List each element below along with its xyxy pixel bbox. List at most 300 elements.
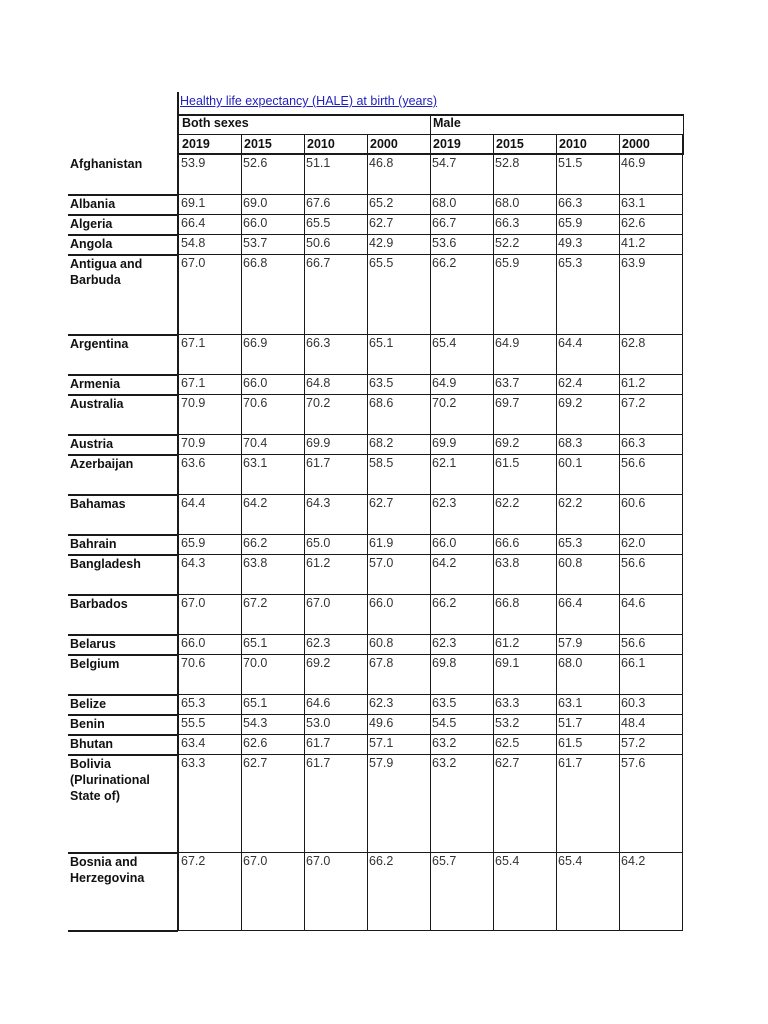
table-cell: 69.9: [306, 436, 331, 450]
country-name: Belize: [70, 697, 107, 711]
column-line: [367, 494, 368, 534]
year-column-line: [556, 134, 557, 154]
column-line: [241, 654, 242, 694]
column-line: [493, 214, 494, 234]
column-line: [556, 654, 557, 694]
table-cell: 61.2: [495, 636, 520, 650]
country-name: Azerbaijan: [70, 457, 134, 471]
table-cell: 51.1: [306, 156, 331, 170]
column-line: [430, 654, 431, 694]
table-cell: 66.9: [243, 336, 268, 350]
table-cell: 66.2: [432, 256, 457, 270]
country-row-separator: [68, 930, 178, 932]
table-cell: 52.2: [495, 236, 520, 250]
table-cell: 66.2: [369, 854, 394, 868]
column-line: [556, 634, 557, 654]
table-cell: 70.6: [243, 396, 268, 410]
column-line: [493, 634, 494, 654]
table-cell: 66.0: [432, 536, 457, 550]
table-cell: 61.2: [621, 376, 646, 390]
table-cell: 67.2: [243, 596, 268, 610]
table-cell: 69.2: [558, 396, 583, 410]
table-cell: 67.0: [306, 854, 331, 868]
table-cell: 60.8: [558, 556, 583, 570]
table-cell: 66.3: [558, 196, 583, 210]
year-header: 2010: [559, 137, 587, 151]
column-line: [619, 754, 620, 852]
year-header: 2019: [182, 137, 210, 151]
column-line: [241, 852, 242, 930]
table-cell: 70.6: [181, 656, 206, 670]
table-cell: 63.1: [621, 196, 646, 210]
table-cell: 61.2: [306, 556, 331, 570]
country-name: Angola: [70, 237, 113, 251]
table-cell: 70.2: [432, 396, 457, 410]
column-line: [430, 254, 431, 334]
column-line: [304, 634, 305, 654]
column-line: [241, 454, 242, 494]
column-line: [430, 234, 431, 254]
year-header: 2019: [433, 137, 461, 151]
table-cell: 68.0: [558, 656, 583, 670]
column-line: [430, 394, 431, 434]
column-line: [682, 494, 683, 534]
column-line: [619, 194, 620, 214]
table-cell: 63.1: [558, 696, 583, 710]
table-cell: 57.9: [369, 756, 394, 770]
table-cell: 60.1: [558, 456, 583, 470]
table-cell: 61.5: [495, 456, 520, 470]
table-cell: 62.7: [495, 756, 520, 770]
table-cell: 64.6: [621, 596, 646, 610]
table-cell: 70.9: [181, 436, 206, 450]
column-line: [367, 554, 368, 594]
column-line: [430, 154, 431, 194]
column-line: [304, 434, 305, 454]
column-line: [682, 234, 683, 254]
column-line: [619, 534, 620, 554]
table-cell: 65.4: [432, 336, 457, 350]
column-line: [619, 434, 620, 454]
column-line: [493, 654, 494, 694]
table-cell: 69.1: [181, 196, 206, 210]
column-line: [241, 394, 242, 434]
group-header-both-sexes: Both sexes: [182, 116, 249, 130]
column-line: [241, 254, 242, 334]
column-line: [241, 214, 242, 234]
year-column-line: [430, 134, 431, 154]
column-line: [430, 694, 431, 714]
column-line: [430, 374, 431, 394]
column-line: [367, 852, 368, 930]
column-line: [682, 394, 683, 434]
column-line: [304, 394, 305, 434]
column-line: [241, 334, 242, 374]
column-line: [304, 254, 305, 334]
column-line: [241, 434, 242, 454]
column-line: [556, 254, 557, 334]
column-line: [493, 694, 494, 714]
column-line: [619, 334, 620, 374]
column-line: [304, 554, 305, 594]
column-line: [304, 374, 305, 394]
column-line: [241, 634, 242, 654]
column-line: [430, 494, 431, 534]
column-line: [619, 234, 620, 254]
table-cell: 67.1: [181, 336, 206, 350]
table-cell: 60.8: [369, 636, 394, 650]
table-cell: 65.1: [243, 636, 268, 650]
column-line: [556, 714, 557, 734]
table-cell: 62.8: [621, 336, 646, 350]
column-line: [493, 454, 494, 494]
table-cell: 67.0: [181, 256, 206, 270]
table-cell: 65.5: [369, 256, 394, 270]
column-line: [619, 734, 620, 754]
table-cell: 69.9: [432, 436, 457, 450]
year-header: 2015: [496, 137, 524, 151]
table-cell: 64.9: [432, 376, 457, 390]
column-line: [493, 714, 494, 734]
table-cell: 70.4: [243, 436, 268, 450]
column-line: [493, 534, 494, 554]
column-line: [304, 534, 305, 554]
year-column-line: [619, 134, 620, 154]
column-line: [367, 374, 368, 394]
table-cell: 65.3: [558, 256, 583, 270]
table-cell: 68.0: [495, 196, 520, 210]
column-line: [556, 394, 557, 434]
column-line: [682, 434, 683, 454]
column-line: [430, 714, 431, 734]
column-line: [493, 754, 494, 852]
column-line: [556, 434, 557, 454]
table-cell: 62.3: [432, 636, 457, 650]
table-cell: 63.7: [495, 376, 520, 390]
country-name: Belgium: [70, 657, 120, 671]
country-name: Bhutan: [70, 737, 114, 751]
column-line: [556, 454, 557, 494]
column-line: [556, 154, 557, 194]
table-cell: 54.3: [243, 716, 268, 730]
table-cell: 66.6: [495, 536, 520, 550]
column-line: [430, 214, 431, 234]
column-line: [430, 434, 431, 454]
table-cell: 67.2: [621, 396, 646, 410]
column-line: [682, 852, 683, 930]
country-name: Austria: [70, 437, 114, 451]
table-cell: 64.3: [306, 496, 331, 510]
table-cell: 66.0: [181, 636, 206, 650]
column-line: [556, 334, 557, 374]
table-cell: 66.3: [306, 336, 331, 350]
row-bottom-line: [178, 930, 683, 931]
column-line: [619, 394, 620, 434]
column-line: [304, 694, 305, 714]
column-line: [367, 714, 368, 734]
column-line: [241, 534, 242, 554]
column-line: [367, 734, 368, 754]
column-line: [493, 734, 494, 754]
column-line: [682, 374, 683, 394]
column-line: [556, 734, 557, 754]
table-title: Healthy life expectancy (HALE) at birth (years): [180, 94, 438, 108]
column-line: [241, 494, 242, 534]
column-line: [430, 534, 431, 554]
column-line: [682, 554, 683, 594]
table-cell: 54.5: [432, 716, 457, 730]
column-line: [241, 554, 242, 594]
table-cell: 66.0: [243, 376, 268, 390]
year-column-line: [304, 134, 305, 154]
table-cell: 57.1: [369, 736, 394, 750]
column-line: [430, 194, 431, 214]
column-line: [430, 734, 431, 754]
table-cell: 64.3: [181, 556, 206, 570]
table-cell: 70.0: [243, 656, 268, 670]
table-cell: 51.5: [558, 156, 583, 170]
table-cell: 62.1: [432, 456, 457, 470]
column-line: [367, 454, 368, 494]
table-cell: 65.3: [181, 696, 206, 710]
column-line: [241, 694, 242, 714]
table-cell: 65.9: [558, 216, 583, 230]
column-line: [304, 754, 305, 852]
table-cell: 48.4: [621, 716, 646, 730]
column-line: [682, 634, 683, 654]
table-cell: 41.2: [621, 236, 646, 250]
country-name: Bangladesh: [70, 557, 141, 571]
column-line: [682, 154, 683, 194]
table-cell: 62.5: [495, 736, 520, 750]
header-right-edge: [683, 114, 684, 154]
table-cell: 63.6: [181, 456, 206, 470]
table-cell: 63.2: [432, 736, 457, 750]
column-line: [493, 554, 494, 594]
group-header-male: Male: [433, 116, 461, 130]
table-cell: 69.1: [495, 656, 520, 670]
country-name: Australia: [70, 397, 124, 411]
column-line: [241, 594, 242, 634]
column-line: [493, 234, 494, 254]
column-line: [493, 852, 494, 930]
table-cell: 63.5: [432, 696, 457, 710]
country-name: Afghanistan: [70, 157, 143, 171]
table-cell: 56.6: [621, 636, 646, 650]
table-cell: 61.5: [558, 736, 583, 750]
column-line: [367, 654, 368, 694]
table-cell: 69.2: [495, 436, 520, 450]
column-line: [241, 154, 242, 194]
table-cell: 69.2: [306, 656, 331, 670]
column-line: [241, 714, 242, 734]
table-cell: 68.3: [558, 436, 583, 450]
column-line: [304, 334, 305, 374]
table-cell: 53.0: [306, 716, 331, 730]
table-cell: 49.6: [369, 716, 394, 730]
table-cell: 67.1: [181, 376, 206, 390]
table-cell: 61.7: [306, 456, 331, 470]
table-cell: 56.6: [621, 456, 646, 470]
column-line: [367, 254, 368, 334]
table-cell: 60.3: [621, 696, 646, 710]
column-line: [430, 754, 431, 852]
table-cell: 65.7: [432, 854, 457, 868]
column-line: [619, 374, 620, 394]
column-line: [367, 234, 368, 254]
column-line: [556, 852, 557, 930]
column-line: [430, 594, 431, 634]
column-line: [430, 454, 431, 494]
column-line: [304, 234, 305, 254]
table-cell: 65.1: [243, 696, 268, 710]
column-line: [304, 654, 305, 694]
table-cell: 64.2: [243, 496, 268, 510]
country-name: Bosnia and Herzegovina: [70, 855, 145, 885]
table-cell: 62.2: [495, 496, 520, 510]
table-cell: 66.3: [621, 436, 646, 450]
table-cell: 63.4: [181, 736, 206, 750]
column-line: [241, 734, 242, 754]
table-cell: 66.4: [181, 216, 206, 230]
column-line: [556, 594, 557, 634]
column-line: [619, 714, 620, 734]
table-cell: 50.6: [306, 236, 331, 250]
table-cell: 54.8: [181, 236, 206, 250]
table-cell: 62.3: [369, 696, 394, 710]
table-cell: 61.9: [369, 536, 394, 550]
column-line: [619, 554, 620, 594]
column-line: [367, 214, 368, 234]
table-cell: 61.7: [558, 756, 583, 770]
column-line: [304, 154, 305, 194]
year-row-bottom-line: [178, 153, 684, 155]
table-cell: 62.0: [621, 536, 646, 550]
table-cell: 60.6: [621, 496, 646, 510]
column-line: [304, 714, 305, 734]
table-cell: 66.3: [495, 216, 520, 230]
column-line: [430, 554, 431, 594]
column-line: [682, 194, 683, 214]
table-cell: 46.9: [621, 156, 646, 170]
country-name: Bahamas: [70, 497, 126, 511]
column-line: [493, 594, 494, 634]
column-line: [367, 534, 368, 554]
column-line: [682, 534, 683, 554]
column-line: [241, 194, 242, 214]
column-line: [304, 594, 305, 634]
column-line: [556, 494, 557, 534]
table-cell: 67.0: [243, 854, 268, 868]
column-line: [682, 214, 683, 234]
column-line: [304, 734, 305, 754]
table-cell: 63.9: [621, 256, 646, 270]
year-column-line: [682, 134, 683, 154]
table-cell: 64.9: [495, 336, 520, 350]
table-cell: 63.3: [181, 756, 206, 770]
column-line: [493, 254, 494, 334]
column-line: [241, 234, 242, 254]
table-cell: 52.8: [495, 156, 520, 170]
column-line: [493, 154, 494, 194]
table-cell: 66.4: [558, 596, 583, 610]
year-column-line: [367, 134, 368, 154]
column-line: [430, 634, 431, 654]
column-line: [556, 194, 557, 214]
table-cell: 65.3: [558, 536, 583, 550]
table-cell: 67.0: [306, 596, 331, 610]
column-line: [682, 254, 683, 334]
column-line: [493, 394, 494, 434]
table-cell: 53.2: [495, 716, 520, 730]
column-line: [682, 654, 683, 694]
column-line: [493, 494, 494, 534]
column-line: [619, 594, 620, 634]
table-cell: 63.3: [495, 696, 520, 710]
table-cell: 70.9: [181, 396, 206, 410]
table-cell: 65.4: [558, 854, 583, 868]
column-line: [493, 334, 494, 374]
column-line: [367, 194, 368, 214]
table-cell: 67.8: [369, 656, 394, 670]
table-cell: 64.2: [432, 556, 457, 570]
country-name: Barbados: [70, 597, 128, 611]
column-line: [682, 694, 683, 714]
table-cell: 57.2: [621, 736, 646, 750]
table-cell: 62.6: [621, 216, 646, 230]
table-cell: 62.3: [306, 636, 331, 650]
year-column-line: [241, 134, 242, 154]
column-line: [619, 654, 620, 694]
column-line: [556, 694, 557, 714]
year-row-top-line: [178, 134, 684, 135]
table-cell: 62.3: [432, 496, 457, 510]
table-cell: 65.0: [306, 536, 331, 550]
table-cell: 58.5: [369, 456, 394, 470]
column-line: [367, 434, 368, 454]
table-cell: 69.0: [243, 196, 268, 210]
column-line: [367, 394, 368, 434]
table-cell: 67.0: [181, 596, 206, 610]
country-name: Albania: [70, 197, 116, 211]
year-header: 2015: [244, 137, 272, 151]
column-line: [556, 214, 557, 234]
table-cell: 65.9: [181, 536, 206, 550]
country-name: Benin: [70, 717, 105, 731]
country-name: Belarus: [70, 637, 116, 651]
column-line: [556, 534, 557, 554]
table-cell: 51.7: [558, 716, 583, 730]
column-line: [682, 734, 683, 754]
table-cell: 66.8: [243, 256, 268, 270]
column-line: [367, 754, 368, 852]
table-cell: 66.8: [495, 596, 520, 610]
country-name: Antigua and Barbuda: [70, 257, 143, 287]
table-cell: 62.7: [369, 216, 394, 230]
column-line: [556, 554, 557, 594]
table-cell: 61.7: [306, 736, 331, 750]
column-line: [556, 374, 557, 394]
table-cell: 53.7: [243, 236, 268, 250]
year-column-line: [493, 134, 494, 154]
column-line: [682, 714, 683, 734]
column-line: [493, 434, 494, 454]
column-line: [556, 754, 557, 852]
table-cell: 57.0: [369, 556, 394, 570]
column-line: [493, 194, 494, 214]
table-cell: 63.8: [243, 556, 268, 570]
table-cell: 70.2: [306, 396, 331, 410]
